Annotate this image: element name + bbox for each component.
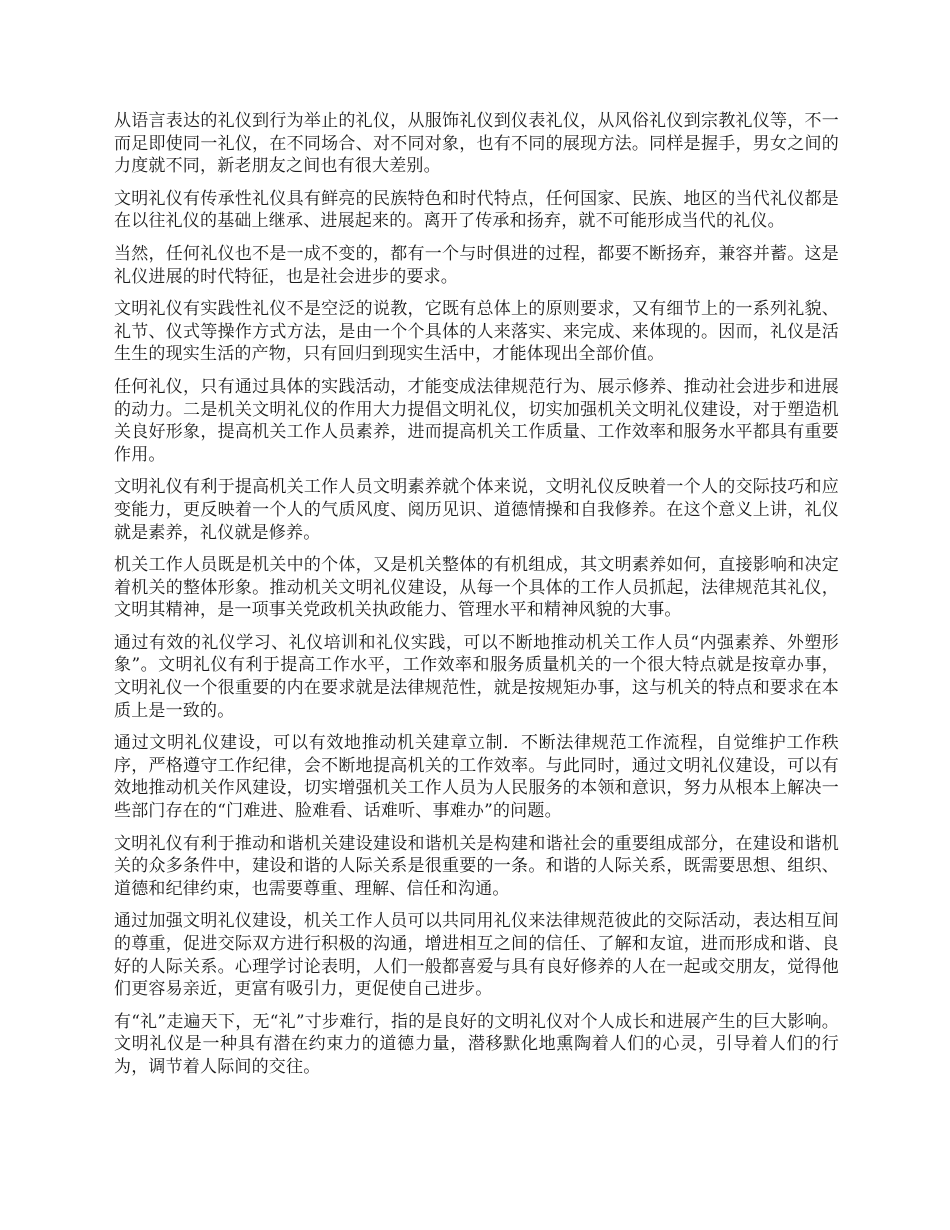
paragraph-6: 文明礼仪有利于提高机关工作人员文明素养就个体来说，文明礼仪反映着一个人的交际技巧和应变能力，更反映着一个人的气质风度、阅历见识、道德情操和自我修养。在这个意义上讲，礼仪就是素养，礼仪就是修养。 bbox=[114, 477, 839, 543]
paragraph-9: 通过文明礼仪建设，可以有效地推动机关建章立制．不断法律规范工作流程，自觉维护工作秩序，严格遵守工作纪律，会不断地提高机关的工作效率。与此同时，通过文明礼仪建设，可以有效地推动机关作风建设，切实增强机关工作人员为人民服务的本领和意识，努力从根本上解决一些部门存在的“门难进、脸难看、话难听、事难办”的问题。 bbox=[114, 733, 839, 822]
paragraph-7: 机关工作人员既是机关中的个体，又是机关整体的有机组成，其文明素养如何，直接影响和决定着机关的整体形象。推动机关文明礼仪建设，从每一个具体的工作人员抓起，法律规范其礼仪，文明其精神，是一项事关党政机关执政能力、管理水平和精神风貌的大事。 bbox=[114, 555, 839, 621]
paragraph-8: 通过有效的礼仪学习、礼仪培训和礼仪实践，可以不断地推动机关工作人员“内强素养、外塑形象”。文明礼仪有利于提高工作水平，工作效率和服务质量机关的一个很大特点就是按章办事，文明礼仪一个很重要的内在要求就是法律规范性，就是按规矩办事，这与机关的特点和要求在本质上是一致的。 bbox=[114, 632, 839, 721]
paragraph-11: 通过加强文明礼仪建设，机关工作人员可以共同用礼仪来法律规范彼此的交际活动，表达相互间的尊重，促进交际双方进行积极的沟通，增进相互之间的信任、了解和友谊，进而形成和谐、良好的人际关系。心理学讨论表明，人们一般都喜爱与具有良好修养的人在一起或交朋友，觉得他们更容易亲近，更富有吸引力，更促使自己进步。 bbox=[114, 911, 839, 1000]
paragraph-4: 文明礼仪有实践性礼仪不是空泛的说教，它既有总体上的原则要求，又有细节上的一系列礼貌、礼节、仪式等操作方式方法，是由一个个具体的人来落实、来完成、来体现的。因而，礼仪是活生生的现实生活的产物，只有回归到现实生活中，才能体现出全部价值。 bbox=[114, 299, 839, 365]
paragraph-1: 从语言表达的礼仪到行为举止的礼仪，从服饰礼仪到仪表礼仪，从风俗礼仪到宗教礼仪等，不一而足即使同一礼仪，在不同场合、对不同对象，也有不同的展现方法。同样是握手，男女之间的力度就不同，新老朋友之间也有很大差别。 bbox=[114, 111, 839, 177]
paragraph-5: 任何礼仪，只有通过具体的实践活动，才能变成法律规范行为、展示修养、推动社会进步和进展的动力。二是机关文明礼仪的作用大力提倡文明礼仪，切实加强机关文明礼仪建设，对于塑造机关良好形象，提高机关工作人员素养，进而提高机关工作质量、工作效率和服务水平都具有重要作用。 bbox=[114, 376, 839, 465]
paragraph-2: 文明礼仪有传承性礼仪具有鲜亮的民族特色和时代特点，任何国家、民族、地区的当代礼仪都是在以往礼仪的基础上继承、进展起来的。离开了传承和扬弃，就不可能形成当代的礼仪。 bbox=[114, 188, 839, 232]
document-body bbox=[114, 110, 839, 1089]
paragraph-10: 文明礼仪有利于推动和谐机关建设建设和谐机关是构建和谐社会的重要组成部分，在建设和谐机关的众多条件中，建设和谐的人际关系是很重要的一条。和谐的人际关系，既需要思想、组织、道德和纪律约束，也需要尊重、理解、信任和沟通。 bbox=[114, 833, 839, 899]
paragraph-12: 有“礼”走遍天下，无“礼”寸步难行，指的是良好的文明礼仪对个人成长和进展产生的巨大影响。文明礼仪是一种具有潜在约束力的道德力量，潜移默化地熏陶着人们的心灵，引导着人们的行为，调节着人际间的交往。 bbox=[114, 1011, 839, 1077]
paragraph-3: 当然，任何礼仪也不是一成不变的，都有一个与时俱进的过程，都要不断扬弃，兼容并蓄。这是礼仪进展的时代特征，也是社会进步的要求。 bbox=[114, 243, 839, 287]
